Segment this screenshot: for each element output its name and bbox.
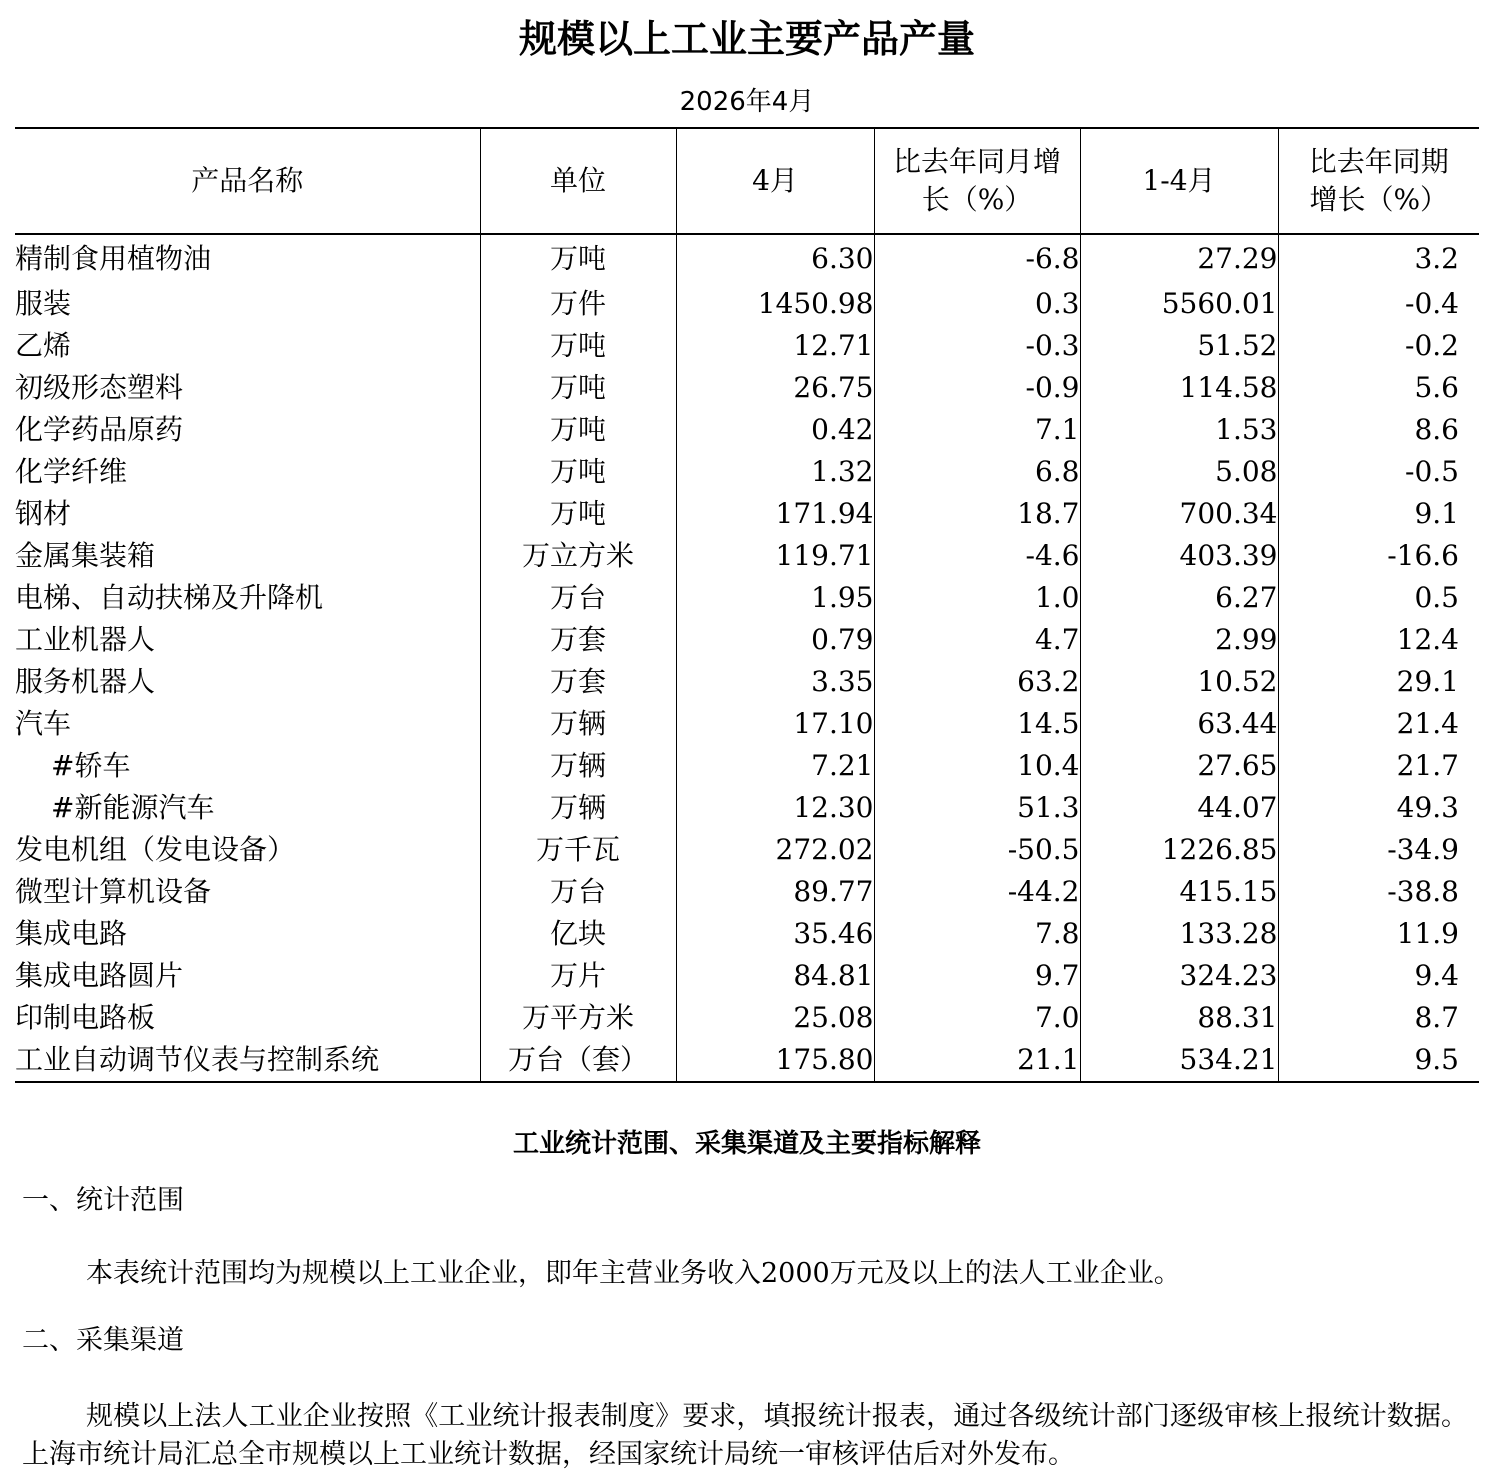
month-value-cell: 175.80 — [676, 1039, 874, 1082]
header-product-name-label: 产品名称 — [191, 164, 304, 197]
header-cumulative — [1080, 128, 1278, 234]
cumulative-growth-cell: 49.3 — [1278, 787, 1479, 829]
month-growth-cell: 21.1 — [874, 1039, 1080, 1082]
month-growth-cell: -44.2 — [874, 871, 1080, 913]
cumulative-value-cell: 5.08 — [1080, 451, 1278, 493]
month-growth-cell: 14.5 — [874, 703, 1080, 745]
cumulative-growth-cell: 9.4 — [1278, 955, 1479, 997]
header-cumulative-label: 1-4月 — [1142, 164, 1216, 197]
header-unit — [480, 128, 676, 234]
cumulative-growth-cell: 8.7 — [1278, 997, 1479, 1039]
month-growth-cell: 18.7 — [874, 493, 1080, 535]
notes-heading: 工业统计范围、采集渠道及主要指标解释 — [512, 1129, 981, 1159]
month-growth-cell: 7.1 — [874, 409, 1080, 451]
unit-cell: 万立方米 — [480, 535, 676, 577]
product-name-cell: 金属集装箱 — [15, 535, 480, 577]
product-name-cell: 工业自动调节仪表与控制系统 — [15, 1039, 480, 1082]
table-row — [15, 367, 1479, 409]
product-name-cell: 汽车 — [15, 703, 480, 745]
cumulative-value-cell: 51.52 — [1080, 325, 1278, 367]
table-row — [15, 871, 1479, 913]
cumulative-value-cell: 6.27 — [1080, 577, 1278, 619]
unit-cell: 万千瓦 — [480, 829, 676, 871]
unit-cell: 万套 — [480, 661, 676, 703]
cumulative-growth-cell: 5.6 — [1278, 367, 1479, 409]
month-growth-cell: 0.3 — [874, 283, 1080, 325]
cumulative-value-cell: 700.34 — [1080, 493, 1278, 535]
cumulative-value-cell: 1226.85 — [1080, 829, 1278, 871]
header-product-name — [15, 128, 480, 234]
header-unit-label: 单位 — [549, 164, 606, 197]
month-value-cell: 1.95 — [676, 577, 874, 619]
cumulative-value-cell: 403.39 — [1080, 535, 1278, 577]
month-growth-cell: 9.7 — [874, 955, 1080, 997]
month-value-cell: 25.08 — [676, 997, 874, 1039]
product-name-cell: 初级形态塑料 — [15, 367, 480, 409]
month-value-cell: 1.32 — [676, 451, 874, 493]
month-value-cell: 6.30 — [676, 234, 874, 283]
cumulative-value-cell: 1.53 — [1080, 409, 1278, 451]
cumulative-value-cell: 63.44 — [1080, 703, 1278, 745]
product-name-cell: 精制食用植物油 — [15, 234, 480, 283]
cumulative-growth-cell: 9.1 — [1278, 493, 1479, 535]
unit-cell: 万吨 — [480, 493, 676, 535]
product-name-cell: 集成电路圆片 — [15, 955, 480, 997]
table-row — [15, 745, 1479, 787]
month-value-cell: 3.35 — [676, 661, 874, 703]
cumulative-value-cell: 324.23 — [1080, 955, 1278, 997]
cumulative-growth-cell: 21.4 — [1278, 703, 1479, 745]
table-row — [15, 493, 1479, 535]
section1-text: 本表统计范围均为规模以上工业企业，即年主营业务收入2000万元及以上的法人工业企业。 — [86, 1258, 1181, 1289]
cumulative-growth-cell: 21.7 — [1278, 745, 1479, 787]
page-title: 规模以上工业主要产品产量 — [518, 17, 975, 61]
cumulative-value-cell: 5560.01 — [1080, 283, 1278, 325]
cumulative-value-cell: 88.31 — [1080, 997, 1278, 1039]
unit-cell: 万辆 — [480, 703, 676, 745]
month-value-cell: 119.71 — [676, 535, 874, 577]
month-value-cell: 0.42 — [676, 409, 874, 451]
month-value-cell: 35.46 — [676, 913, 874, 955]
cumulative-growth-cell: 0.5 — [1278, 577, 1479, 619]
month-value-cell: 1450.98 — [676, 283, 874, 325]
table-row — [15, 997, 1479, 1039]
unit-cell: 万辆 — [480, 787, 676, 829]
table-row — [15, 283, 1479, 325]
product-name-cell: 发电机组（发电设备） — [15, 829, 480, 871]
table-row — [15, 829, 1479, 871]
month-growth-cell: -4.6 — [874, 535, 1080, 577]
month-growth-cell: 10.4 — [874, 745, 1080, 787]
month-growth-cell: -50.5 — [874, 829, 1080, 871]
cumulative-value-cell: 10.52 — [1080, 661, 1278, 703]
table-row — [15, 234, 1479, 283]
table-row — [15, 703, 1479, 745]
cumulative-value-cell: 2.99 — [1080, 619, 1278, 661]
unit-cell: 万辆 — [480, 745, 676, 787]
unit-cell: 万件 — [480, 283, 676, 325]
month-value-cell: 89.77 — [676, 871, 874, 913]
month-value-cell: 84.81 — [676, 955, 874, 997]
cumulative-value-cell: 27.29 — [1080, 234, 1278, 283]
product-name-cell: #新能源汽车 — [15, 787, 480, 829]
month-value-cell: 7.21 — [676, 745, 874, 787]
section1-title: 一、统计范围 — [22, 1185, 184, 1216]
cumulative-growth-cell: 9.5 — [1278, 1039, 1479, 1082]
table-row — [15, 913, 1479, 955]
table-body — [15, 234, 1479, 1082]
report-period: 2026年4月 — [679, 87, 815, 117]
month-growth-cell: 1.0 — [874, 577, 1080, 619]
product-name-cell: 化学纤维 — [15, 451, 480, 493]
header-month-growth-line2: 长（%） — [921, 183, 1033, 216]
product-name-cell: 电梯、自动扶梯及升降机 — [15, 577, 480, 619]
cumulative-growth-cell: -0.5 — [1278, 451, 1479, 493]
table-row — [15, 619, 1479, 661]
month-growth-cell: 63.2 — [874, 661, 1080, 703]
table-row — [15, 535, 1479, 577]
cumulative-value-cell: 415.15 — [1080, 871, 1278, 913]
cumulative-value-cell: 534.21 — [1080, 1039, 1278, 1082]
cumulative-growth-cell: 11.9 — [1278, 913, 1479, 955]
month-growth-cell: 4.7 — [874, 619, 1080, 661]
product-name-cell: 微型计算机设备 — [15, 871, 480, 913]
cumulative-growth-cell: 12.4 — [1278, 619, 1479, 661]
unit-cell: 万吨 — [480, 234, 676, 283]
cumulative-growth-cell: -34.9 — [1278, 829, 1479, 871]
cumulative-growth-cell: -0.2 — [1278, 325, 1479, 367]
month-value-cell: 272.02 — [676, 829, 874, 871]
header-cumulative-growth — [1278, 128, 1479, 234]
unit-cell: 万吨 — [480, 451, 676, 493]
unit-cell: 万台 — [480, 577, 676, 619]
cumulative-value-cell: 114.58 — [1080, 367, 1278, 409]
month-value-cell: 17.10 — [676, 703, 874, 745]
section2-title: 二、采集渠道 — [22, 1325, 184, 1356]
cumulative-growth-cell: -16.6 — [1278, 535, 1479, 577]
header-month — [676, 128, 874, 234]
cumulative-value-cell: 133.28 — [1080, 913, 1278, 955]
unit-cell: 万平方米 — [480, 997, 676, 1039]
table-row — [15, 955, 1479, 997]
month-growth-cell: 51.3 — [874, 787, 1080, 829]
unit-cell: 万吨 — [480, 325, 676, 367]
table-row — [15, 661, 1479, 703]
table-row — [15, 451, 1479, 493]
product-name-cell: 乙烯 — [15, 325, 480, 367]
table-header-row — [15, 128, 1479, 234]
month-growth-cell: 7.8 — [874, 913, 1080, 955]
unit-cell: 万吨 — [480, 409, 676, 451]
cumulative-growth-cell: 3.2 — [1278, 234, 1479, 283]
product-name-cell: #轿车 — [15, 745, 480, 787]
unit-cell: 万台（套） — [480, 1039, 676, 1082]
product-name-cell: 工业机器人 — [15, 619, 480, 661]
month-growth-cell: -0.3 — [874, 325, 1080, 367]
cumulative-growth-cell: -38.8 — [1278, 871, 1479, 913]
header-month-growth-line1: 比去年同月增 — [892, 145, 1061, 178]
table-row — [15, 787, 1479, 829]
month-value-cell: 171.94 — [676, 493, 874, 535]
month-value-cell: 26.75 — [676, 367, 874, 409]
month-growth-cell: -6.8 — [874, 234, 1080, 283]
month-growth-cell: 6.8 — [874, 451, 1080, 493]
header-cumulative-growth-line2: 增长（%） — [1309, 183, 1449, 216]
month-growth-cell: 7.0 — [874, 997, 1080, 1039]
cumulative-value-cell: 44.07 — [1080, 787, 1278, 829]
cumulative-growth-cell: 29.1 — [1278, 661, 1479, 703]
header-month-label: 4月 — [752, 164, 798, 197]
unit-cell: 万吨 — [480, 367, 676, 409]
unit-cell: 亿块 — [480, 913, 676, 955]
product-name-cell: 印制电路板 — [15, 997, 480, 1039]
header-cumulative-growth-line1: 比去年同期 — [1308, 145, 1449, 178]
production-table — [15, 127, 1479, 1083]
product-name-cell: 化学药品原药 — [15, 409, 480, 451]
month-value-cell: 0.79 — [676, 619, 874, 661]
unit-cell: 万台 — [480, 871, 676, 913]
product-name-cell: 钢材 — [15, 493, 480, 535]
cumulative-growth-cell: -0.4 — [1278, 283, 1479, 325]
product-name-cell: 服装 — [15, 283, 480, 325]
table-row — [15, 325, 1479, 367]
cumulative-value-cell: 27.65 — [1080, 745, 1278, 787]
month-value-cell: 12.30 — [676, 787, 874, 829]
table-row — [15, 577, 1479, 619]
table-row — [15, 1039, 1479, 1082]
cumulative-growth-cell: 8.6 — [1278, 409, 1479, 451]
section2-text: 规模以上法人工业企业按照《工业统计报表制度》要求，填报统计报表，通过各级统计部门逐级审核上报统计数据。上海市统计局汇总全市规模以上工业统计数据，经国家统计局统一审核评估后对外发布。 — [22, 1401, 1468, 1470]
table-row — [15, 409, 1479, 451]
unit-cell: 万套 — [480, 619, 676, 661]
month-growth-cell: -0.9 — [874, 367, 1080, 409]
unit-cell: 万片 — [480, 955, 676, 997]
product-name-cell: 集成电路 — [15, 913, 480, 955]
month-value-cell: 12.71 — [676, 325, 874, 367]
header-month-growth — [874, 128, 1080, 234]
product-name-cell: 服务机器人 — [15, 661, 480, 703]
